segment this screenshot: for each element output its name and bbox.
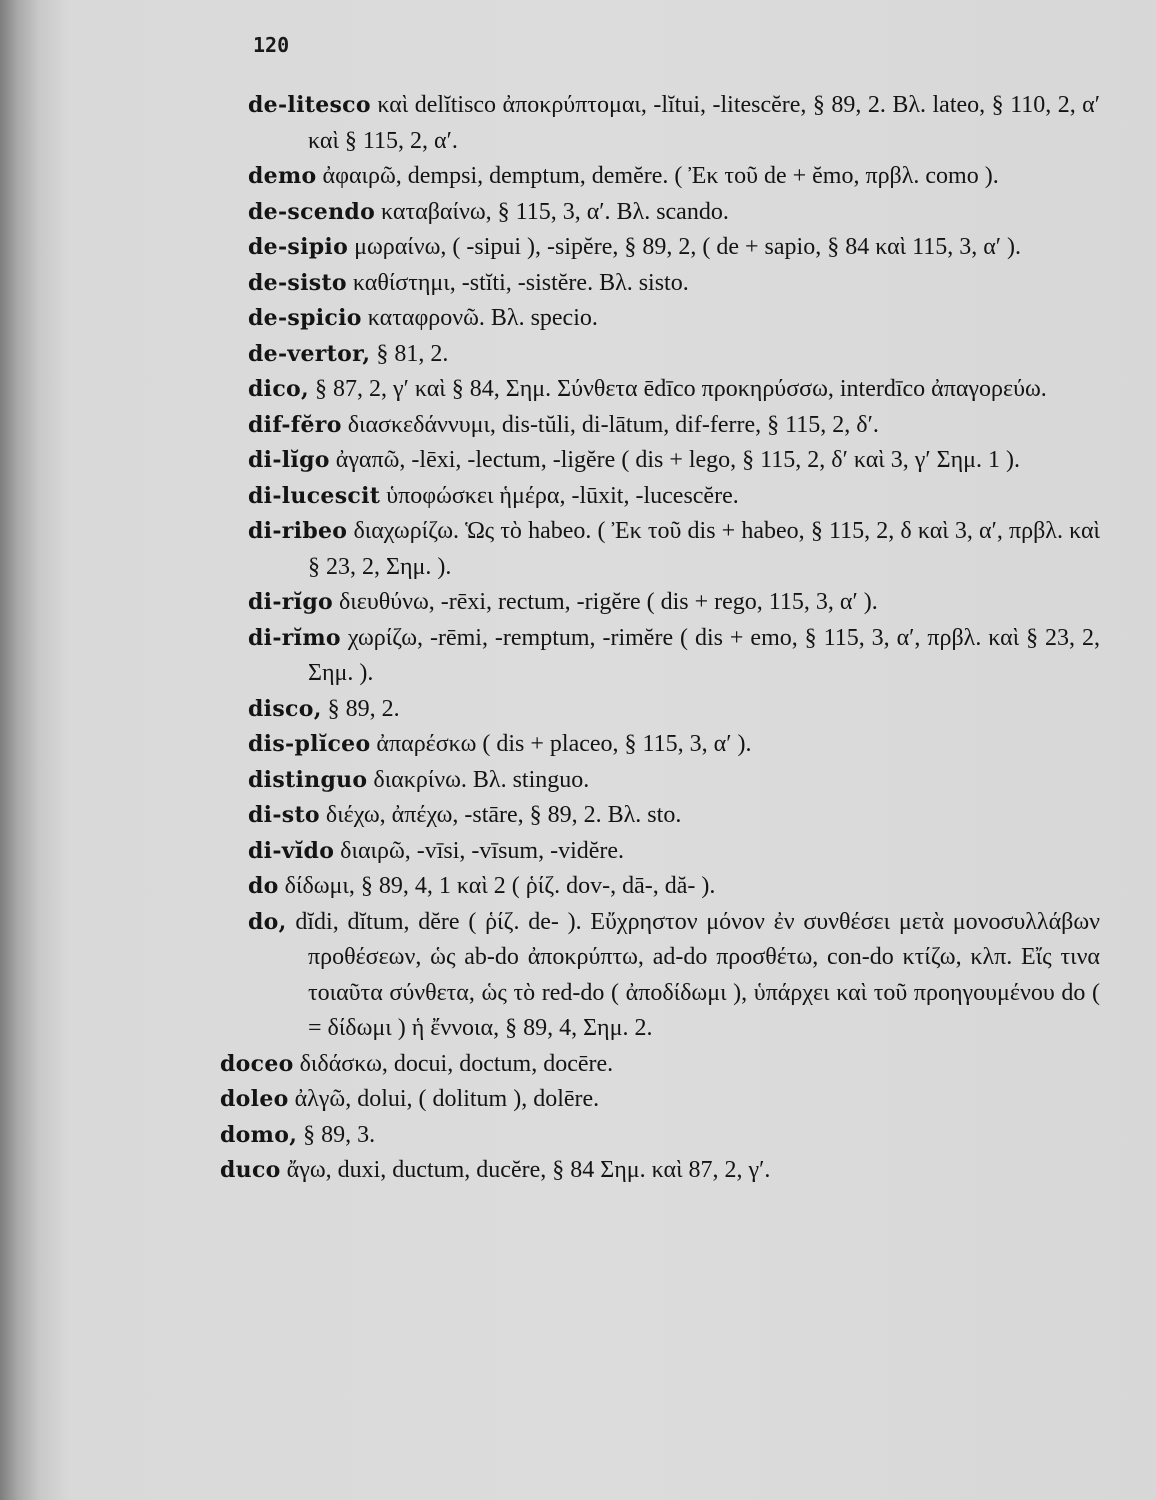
entry: [248, 798, 1100, 834]
entry-text: καταφρονῶ. Βλ. specio.: [367, 305, 598, 331]
entry-lemma: de-sipio: [248, 234, 349, 260]
entry-text: ἀλγῶ, dolui, ( dolitum ), dolēre.: [294, 1086, 600, 1112]
dictionary-entries: [220, 88, 1100, 1189]
entry: [220, 1118, 1100, 1154]
entry-text: ἀπαρέσκω ( dis + placeo, § 115, 3, α′ ).: [376, 731, 752, 757]
entry-lemma: doleo: [220, 1086, 289, 1112]
entry-lemma: do,: [248, 908, 287, 935]
entry-lemma: de-scendo: [248, 198, 376, 225]
entry: [248, 905, 1100, 1047]
entry: [248, 727, 1100, 763]
entry: [248, 834, 1100, 870]
entry: [248, 763, 1100, 799]
entry: [248, 621, 1100, 692]
entry-text: καὶ delĭtisco ἀποκρύπτομαι, -lĭtui, -litescĕre, § 89, 2. Βλ. lateo, § 110, 2, α′ καὶ § 115, 2, α′.: [308, 92, 1101, 154]
entry-text: ἄγω, duxi, ductum, ducĕre, § 84 Σημ. καὶ 87, 2, γ′.: [286, 1157, 771, 1183]
entry-text: διακρίνω. Βλ. stinguo.: [373, 766, 590, 793]
entry-lemma: doceo: [220, 1050, 294, 1077]
entry-lemma: di-ribeo: [248, 518, 348, 544]
entry: [220, 1082, 1100, 1118]
entry: [248, 692, 1100, 728]
entry: [248, 88, 1100, 159]
entry-text: διασκεδάννυμι, dis-tŭli, di-lātum, dif-ferre, § 115, 2, δ′.: [347, 411, 879, 438]
entry-text: ἀγαπῶ, -lēxi, -lectum, -ligĕre ( dis + lego, § 115, 2, δ′ καὶ 3, γ′ Σημ. 1 ).: [335, 447, 1020, 473]
entry: [248, 443, 1100, 479]
entry: [248, 869, 1100, 905]
entry-lemma: dif-fĕro: [248, 411, 342, 438]
entry-lemma: de-spicio: [248, 305, 362, 331]
entry-lemma: di-rĭmo: [248, 624, 341, 651]
entry: [248, 479, 1100, 515]
entry-lemma: demo: [248, 163, 317, 189]
entry-text: ὑποφώσκει ἡμέρα, -lūxit, -lucescĕre.: [386, 482, 739, 509]
entry: [248, 230, 1100, 266]
entry: [248, 372, 1100, 408]
entry: [248, 514, 1100, 585]
entry-lemma: duco: [220, 1157, 281, 1183]
entry-lemma: di-sto: [248, 802, 320, 828]
entry-lemma: disco,: [248, 695, 322, 722]
entry-text: καταβαίνω, § 115, 3, α′. Βλ. scando.: [381, 198, 729, 225]
entry: [248, 337, 1100, 373]
entry-text: § 81, 2.: [376, 340, 449, 367]
entry-text: § 89, 2.: [327, 695, 400, 722]
entry-lemma: dis-plĭceo: [248, 731, 371, 757]
entry-text: μωραίνω, ( -sipui ), -sipĕre, § 89, 2, ( de + sapio, § 84 καὶ 115, 3, α′ ).: [354, 234, 1022, 260]
entry: [248, 585, 1100, 621]
entry-text: διαχωρίζω. Ὡς τὸ habeo. ( Ἐκ τοῦ dis + habeo, § 115, 2, δ καὶ 3, α′, πρβλ. καὶ § 23, 2, Σημ. ).: [308, 518, 1101, 580]
entry-lemma: di-lucescit: [248, 482, 381, 509]
entry-text: διευθύνω, -rēxi, rectum, -rigĕre ( dis + rego, 115, 3, α′ ).: [338, 589, 878, 615]
entry: [248, 266, 1100, 302]
entry-lemma: distinguo: [248, 766, 368, 793]
entry-text: διδάσκω, docui, doctum, docēre.: [299, 1050, 614, 1077]
entry-text: § 87, 2, γ′ καὶ § 84, Σημ. Σύνθετα ēdīco προκηρύσσω, interdīco ἀπαγορεύω.: [314, 376, 1047, 402]
entry: [248, 301, 1100, 337]
entry-lemma: do: [248, 873, 279, 899]
entry: [248, 159, 1100, 195]
entry-text: διαιρῶ, -vīsi, -vīsum, -vidĕre.: [340, 837, 625, 864]
entry: [220, 1047, 1100, 1083]
page-number: 120: [253, 33, 290, 57]
entry-lemma: domo,: [220, 1121, 298, 1148]
entry: [220, 1153, 1100, 1189]
entry-lemma: de-sisto: [248, 269, 347, 296]
entry-lemma: de-litesco: [248, 92, 371, 118]
entry-text: dĭdi, dĭtum, dĕre ( ῥίζ. de- ). Εὔχρηστον μόνον ἐν συνθέσει μετὰ μονοσυλλάβων προθέσεων, ὡς ab-do ἀποκρύπτω, ad-do προσθέτω, con-do κτίζω, κλπ. Εἴς τινα τοιαῦτα σύνθετα, ὡς τὸ red-do ( ἀποδίδωμι ), ὑπάρχει καὶ τοῦ προηγουμένου do ( = δίδωμι ) ἡ ἔννοια, § 89, 4, Σημ. 2.: [295, 908, 1100, 1041]
entry-text: ἀφαιρῶ, dempsi, demptum, demĕre. ( Ἐκ τοῦ de + ĕmo, πρβλ. como ).: [322, 163, 999, 189]
entry-text: § 89, 3.: [303, 1121, 376, 1148]
entry-text: δίδωμι, § 89, 4, 1 καὶ 2 ( ῥίζ. dov-, dā-, dă- ).: [284, 873, 716, 899]
entry-lemma: di-lĭgo: [248, 447, 330, 473]
entry: [248, 195, 1100, 231]
entry-lemma: di-rĭgo: [248, 589, 333, 615]
entry-text: χωρίζω, -rēmi, -remptum, -rimĕre ( dis + emo, § 115, 3, α′, πρβλ. καὶ § 23, 2, Σημ. ).: [308, 624, 1100, 686]
entry-text: καθίστημι, -stĭti, -sistĕre. Βλ. sisto.: [352, 269, 689, 296]
entry: [248, 408, 1100, 444]
entry-lemma: de-vertor,: [248, 340, 371, 367]
entry-text: διέχω, ἀπέχω, -stāre, § 89, 2. Βλ. sto.: [325, 802, 682, 828]
entry-lemma: dico,: [248, 376, 309, 402]
entry-lemma: di-vĭdo: [248, 837, 335, 864]
